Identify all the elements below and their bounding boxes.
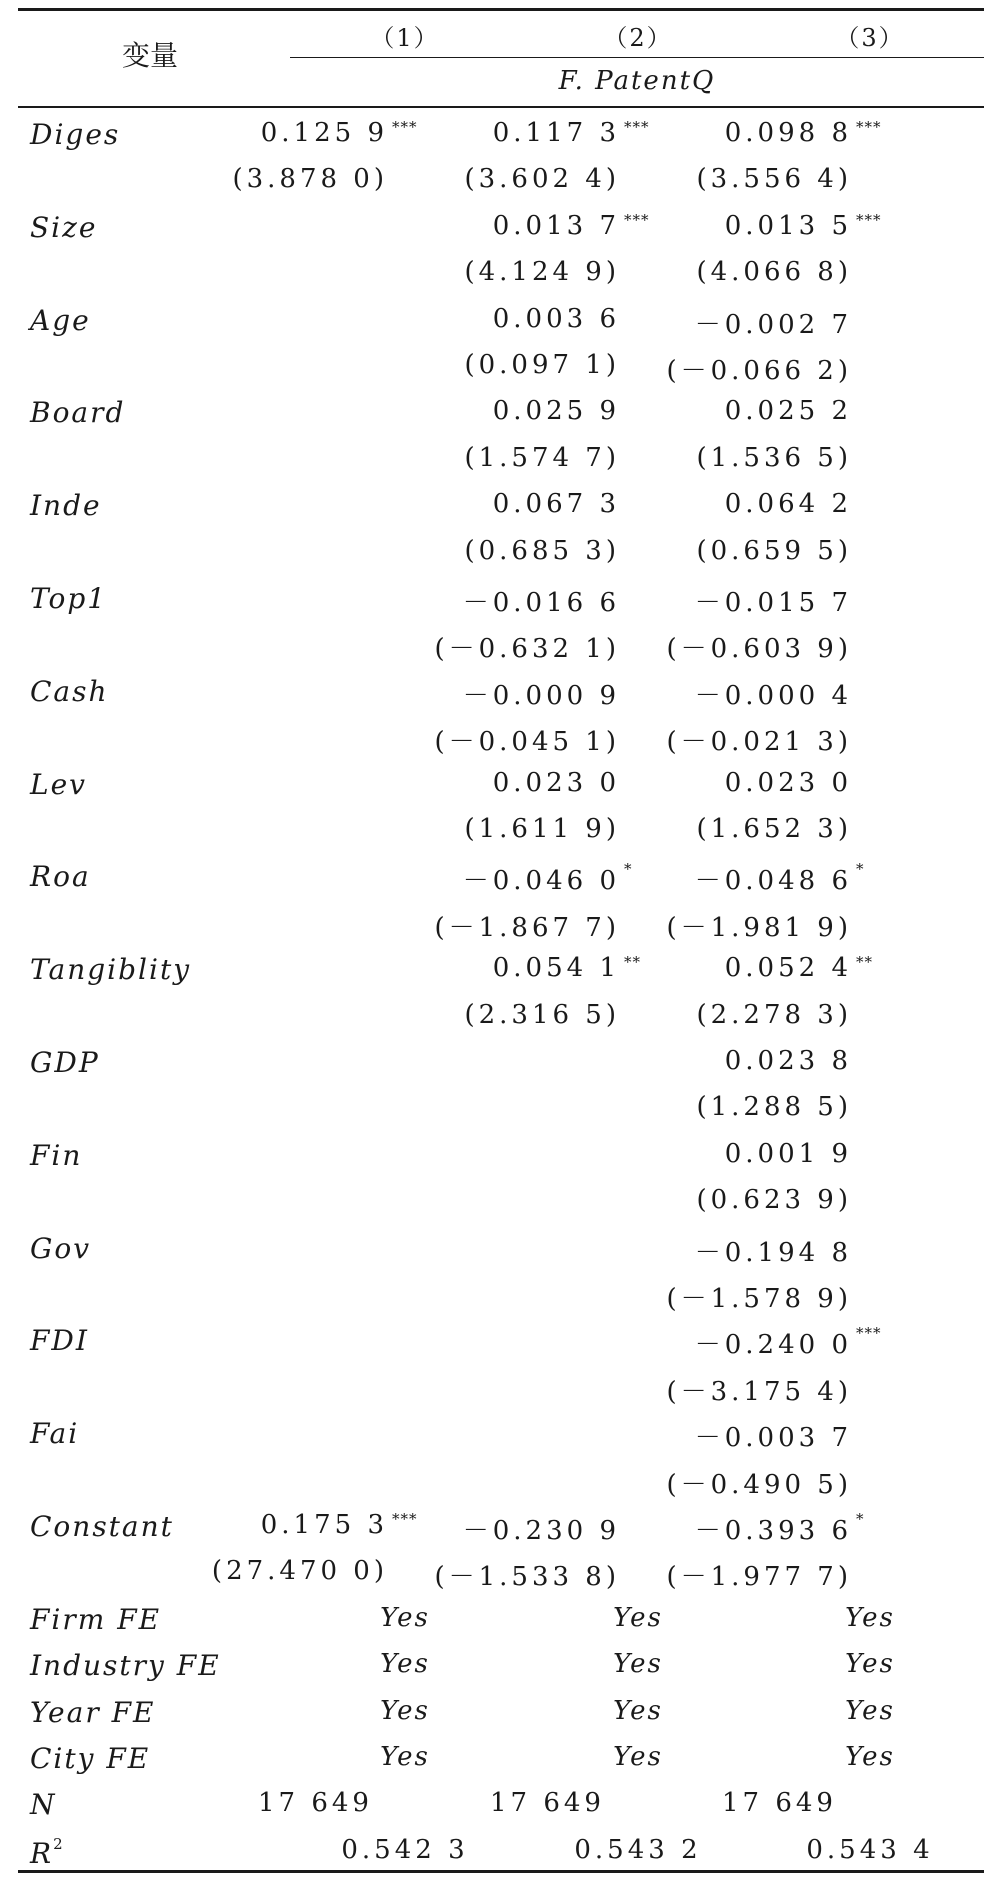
cell-col3 [652, 1464, 852, 1501]
cell-value: (0.097 1) [464, 350, 620, 380]
cell-value: 0.023 8 [724, 1046, 852, 1076]
cell-col3 [652, 536, 852, 566]
significance-stars [854, 536, 914, 570]
cell-value: 0.117 3 [492, 118, 620, 148]
table-row [0, 860, 992, 906]
cell-col3 [652, 257, 852, 287]
significance-stars [854, 1556, 914, 1590]
cell-value: (－0.045 1) [434, 727, 620, 758]
cell-value: 0.025 2 [724, 396, 852, 427]
cell-value: －0.000 4 [694, 680, 852, 711]
cell-value: 0.025 9 [492, 396, 620, 427]
observations-count: 17 649 [722, 1788, 837, 1819]
fe-indicator: Yes [613, 1649, 663, 1680]
cell-value: (3.556 4) [696, 164, 852, 195]
cell-value: －0.046 0 [462, 866, 620, 897]
row-label: Diges [30, 118, 121, 151]
cell-col2 [420, 768, 620, 798]
cell-col2 [420, 536, 620, 566]
significance-stars [854, 582, 914, 616]
r-squared-value: 0.543 2 [574, 1834, 702, 1865]
fe-indicator: Yes [845, 1602, 895, 1633]
significance-stars: *** [392, 1510, 418, 1528]
cell-value: (0.659 5) [696, 535, 852, 566]
fe-indicator: Yes [613, 1602, 663, 1633]
cell-value: (－0.066 2) [666, 356, 852, 386]
cell-col2 [420, 860, 620, 897]
cell-col2 [420, 396, 620, 426]
cell-value: －0.048 6 [694, 866, 852, 897]
r-squared-value: 0.542 3 [341, 1834, 469, 1865]
table-row [0, 675, 992, 721]
cell-value: (1.574 7) [464, 442, 620, 473]
top-rule [18, 8, 984, 11]
cell-value: (4.124 9) [464, 257, 620, 288]
row-label: Firm FE [30, 1602, 162, 1636]
significance-stars: *** [392, 118, 418, 136]
cell-col1 [188, 1510, 388, 1540]
cell-value: (－1.977 7) [666, 1562, 852, 1593]
column-header-2: （2） [603, 24, 673, 52]
significance-stars: * [856, 860, 865, 879]
significance-stars: * [624, 860, 633, 879]
fe-indicator: Yes [380, 1602, 430, 1633]
row-label: Inde [30, 489, 102, 523]
fe-indicator: Yes [613, 1695, 663, 1726]
cell-value: －0.015 7 [694, 588, 852, 618]
cell-col3 [652, 1510, 852, 1547]
cell-value: (－0.021 3) [666, 727, 852, 758]
cell-col2 [420, 814, 620, 844]
significance-stars [854, 1000, 914, 1034]
significance-stars [854, 721, 914, 755]
cell-value: (0.623 9) [696, 1185, 852, 1216]
superscript: 2 [53, 1834, 65, 1853]
cell-value: (2.278 3) [696, 999, 852, 1030]
column-header-3: （3） [835, 24, 905, 52]
significance-stars: *** [856, 118, 882, 136]
cell-col2 [420, 721, 620, 758]
row-label: Lev [30, 767, 87, 801]
cell-value: (4.066 8) [696, 257, 852, 288]
row-label: Constant [30, 1510, 174, 1543]
row-label: Top1 [30, 582, 108, 615]
cell-col3 [652, 164, 852, 194]
table-row [0, 118, 992, 164]
header-rule [18, 106, 984, 108]
row-label: Size [30, 210, 98, 244]
row-label: FDI [30, 1324, 89, 1358]
header-sub-rule [290, 57, 984, 58]
table-row [0, 304, 992, 350]
cell-col3 [652, 304, 852, 341]
cell-col3 [652, 396, 852, 426]
row-label: Fai [30, 1417, 80, 1451]
r-squared-value: 0.543 4 [806, 1834, 934, 1865]
significance-stars [854, 1278, 914, 1312]
table-row [0, 1510, 992, 1556]
table-row [0, 1046, 992, 1092]
significance-stars: ** [856, 953, 873, 972]
cell-col3 [652, 350, 852, 387]
significance-stars [854, 396, 914, 430]
cell-value: －0.003 7 [694, 1423, 852, 1454]
significance-stars [854, 1185, 914, 1219]
row-label: Industry FE [30, 1649, 221, 1683]
cell-col3 [652, 675, 852, 712]
cell-col3 [652, 721, 852, 758]
cell-col2 [420, 582, 620, 619]
cell-col3 [652, 1092, 852, 1122]
row-label: Cash [30, 674, 109, 708]
cell-col3 [652, 907, 852, 944]
cell-col3 [652, 860, 852, 897]
cell-col3 [652, 211, 852, 241]
significance-stars [854, 1417, 914, 1451]
cell-col3 [652, 1278, 852, 1315]
cell-col3 [652, 1185, 852, 1215]
cell-col3 [652, 628, 852, 665]
cell-value: (1.536 5) [696, 442, 852, 473]
table-row [0, 953, 992, 999]
cell-value: (－1.578 9) [666, 1284, 852, 1314]
table-row [0, 1742, 992, 1788]
cell-value: (1.288 5) [696, 1092, 852, 1123]
table-row [0, 1139, 992, 1185]
row-label: Age [30, 303, 91, 337]
cell-value: 0.125 9 [260, 118, 388, 148]
significance-stars: ** [624, 953, 641, 972]
cell-col3 [652, 489, 852, 519]
cell-value: －0.240 0 [694, 1330, 852, 1361]
significance-stars [854, 1092, 914, 1126]
significance-stars [854, 257, 914, 291]
significance-stars [854, 304, 914, 338]
row-label: Gov [30, 1231, 92, 1265]
table-row [0, 628, 992, 674]
table-row [0, 1603, 992, 1649]
significance-stars [854, 814, 914, 848]
cell-col3 [652, 1417, 852, 1454]
column-header-1: （1） [370, 24, 440, 52]
cell-col3 [652, 443, 852, 473]
cell-value: (－0.490 5) [666, 1469, 852, 1500]
fe-indicator: Yes [845, 1742, 895, 1772]
significance-stars [854, 628, 914, 662]
fe-indicator: Yes [380, 1649, 430, 1680]
cell-col3 [652, 1371, 852, 1408]
row-label: Year FE [30, 1695, 156, 1729]
cell-col1 [188, 164, 388, 194]
cell-col3 [652, 1000, 852, 1030]
cell-value: (0.685 3) [464, 535, 620, 566]
cell-value: (－0.632 1) [434, 634, 620, 665]
cell-col1 [188, 118, 388, 148]
cell-col2 [420, 1000, 620, 1030]
table-row [0, 443, 992, 489]
cell-value: (－1.533 8) [434, 1562, 620, 1593]
table-row [0, 1417, 992, 1463]
significance-stars: *** [624, 118, 650, 136]
significance-stars [854, 1232, 914, 1266]
cell-col2 [420, 304, 620, 334]
row-label: City FE [30, 1742, 151, 1775]
significance-stars [854, 768, 914, 802]
table-row [0, 211, 992, 257]
cell-value: (27.470 0) [211, 1556, 388, 1587]
cell-col2 [420, 675, 620, 712]
cell-col1 [188, 1556, 388, 1586]
cell-col2 [420, 907, 620, 944]
cell-col2 [420, 164, 620, 194]
significance-stars [854, 1371, 914, 1405]
cell-value: －0.194 8 [694, 1237, 852, 1268]
row-label: Tangiblity [30, 953, 192, 987]
table-row [0, 164, 992, 210]
row-label: $R^2$ [30, 1834, 65, 1870]
cell-col3 [652, 1324, 852, 1361]
table-row [0, 1835, 992, 1881]
row-label: Roa [30, 860, 91, 894]
cell-value: 0.023 0 [492, 767, 620, 798]
table-row [0, 1649, 992, 1695]
fe-indicator: Yes [845, 1649, 895, 1680]
significance-stars [854, 1046, 914, 1080]
cell-value: (－1.981 9) [666, 912, 852, 943]
cell-value: 0.013 5 [724, 210, 852, 241]
table-row [0, 814, 992, 860]
table-row [0, 768, 992, 814]
cell-col2 [420, 953, 620, 983]
table-row [0, 350, 992, 396]
variable-column-header: 变量 [121, 39, 178, 72]
significance-stars: *** [856, 210, 882, 229]
table-row [0, 1696, 992, 1742]
cell-value: 0.064 2 [724, 489, 852, 520]
cell-col2 [420, 628, 620, 665]
table-row [0, 1232, 992, 1278]
significance-stars [854, 350, 914, 384]
fe-indicator: Yes [613, 1742, 663, 1772]
cell-value: (－0.603 9) [666, 634, 852, 665]
cell-col3 [652, 1556, 852, 1593]
cell-col3 [652, 1046, 852, 1076]
cell-col2 [420, 211, 620, 241]
cell-value: (3.878 0) [232, 164, 388, 195]
cell-col3 [652, 814, 852, 844]
table-row [0, 396, 992, 442]
table-row [0, 1371, 992, 1417]
cell-value: (3.602 4) [464, 164, 620, 195]
cell-value: 0.098 8 [724, 118, 852, 148]
table-row [0, 257, 992, 303]
table-row [0, 1324, 992, 1370]
dependent-variable-label: F. PatentQ [558, 66, 716, 96]
cell-col2 [420, 1556, 620, 1593]
cell-value: 0.023 0 [724, 767, 852, 798]
cell-col2 [420, 257, 620, 287]
cell-col2 [420, 443, 620, 473]
row-label: Board [30, 396, 126, 430]
table-row [0, 1185, 992, 1231]
row-label: N [30, 1788, 57, 1822]
cell-value: (2.316 5) [464, 999, 620, 1030]
cell-value: (－3.175 4) [666, 1376, 852, 1407]
table-row [0, 1464, 992, 1510]
cell-col3 [652, 953, 852, 983]
significance-stars: *** [624, 210, 650, 229]
cell-value: (－1.867 7) [434, 912, 620, 943]
cell-value: 0.013 7 [492, 210, 620, 241]
observations-count: 17 649 [490, 1788, 605, 1819]
cell-col3 [652, 582, 852, 619]
significance-stars [854, 489, 914, 523]
table-row [0, 907, 992, 953]
cell-value: －0.393 6 [694, 1516, 852, 1546]
cell-col2 [420, 118, 620, 148]
table-row [0, 582, 992, 628]
table-row [0, 721, 992, 767]
cell-value: (1.652 3) [696, 814, 852, 844]
significance-stars: * [856, 1510, 865, 1528]
cell-col2 [420, 1510, 620, 1547]
cell-value: 0.052 4 [724, 953, 852, 984]
table-row [0, 1556, 992, 1602]
cell-col3 [652, 1139, 852, 1169]
cell-col3 [652, 1232, 852, 1269]
cell-value: 0.054 1 [492, 953, 620, 984]
cell-value: 0.001 9 [724, 1138, 852, 1169]
cell-value: －0.000 9 [462, 680, 620, 711]
table-row [0, 489, 992, 535]
row-label: Fin [30, 1138, 83, 1172]
table-row [0, 1278, 992, 1324]
significance-stars [854, 1139, 914, 1173]
significance-stars [854, 1464, 914, 1498]
table-row [0, 536, 992, 582]
significance-stars [854, 443, 914, 477]
cell-value: －0.016 6 [462, 588, 620, 618]
cell-value: 0.067 3 [492, 489, 620, 520]
table-row [0, 1092, 992, 1138]
significance-stars [854, 675, 914, 709]
cell-col2 [420, 489, 620, 519]
fe-indicator: Yes [845, 1695, 895, 1726]
cell-col2 [420, 350, 620, 380]
cell-col3 [652, 768, 852, 798]
fe-indicator: Yes [380, 1742, 430, 1772]
cell-value: 0.175 3 [260, 1510, 388, 1540]
table-row [0, 1000, 992, 1046]
cell-value: 0.003 6 [492, 303, 620, 334]
row-label: GDP [30, 1046, 100, 1079]
fe-indicator: Yes [380, 1695, 430, 1726]
significance-stars [854, 164, 914, 198]
cell-value: (1.611 9) [464, 814, 620, 844]
cell-value: －0.230 9 [462, 1516, 620, 1546]
table-row [0, 1788, 992, 1834]
significance-stars: *** [856, 1324, 882, 1343]
significance-stars [854, 907, 914, 941]
cell-col3 [652, 118, 852, 148]
cell-value: －0.002 7 [694, 309, 852, 340]
observations-count: 17 649 [258, 1788, 373, 1819]
